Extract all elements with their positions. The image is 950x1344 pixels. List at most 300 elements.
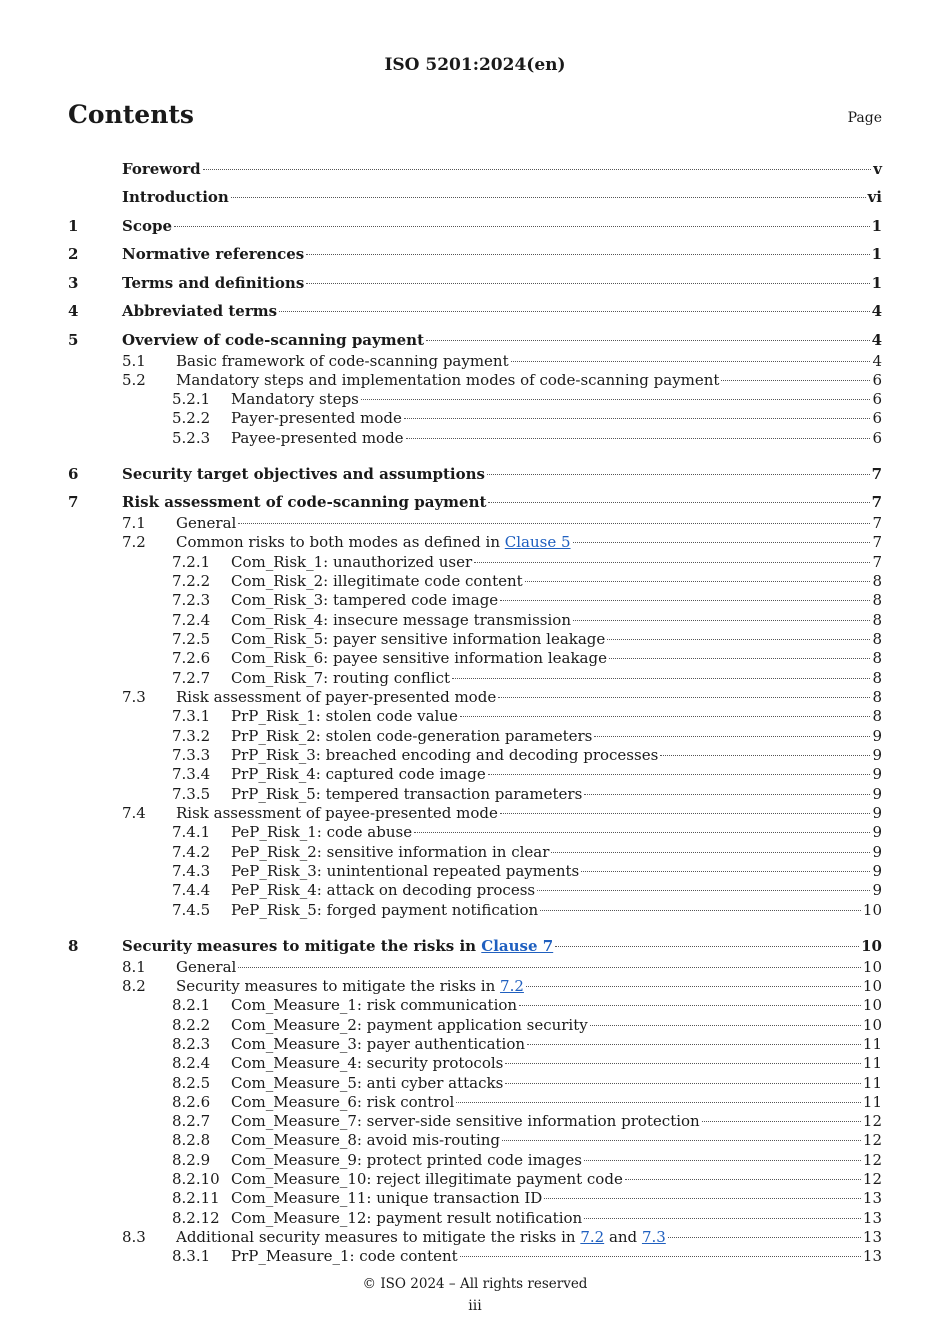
toc-entry-text: Basic framework of code-scanning payment bbox=[176, 351, 509, 370]
dot-leader bbox=[702, 1120, 861, 1122]
dot-leader bbox=[279, 310, 869, 312]
toc-entry-title bbox=[231, 996, 517, 1015]
toc-page-number: 12 bbox=[862, 1150, 882, 1169]
toc-entry-title bbox=[122, 490, 486, 514]
toc-entry[interactable] bbox=[68, 1093, 882, 1112]
toc-entry-title bbox=[231, 649, 607, 668]
toc-entry[interactable] bbox=[68, 1170, 882, 1189]
toc-entry-title bbox=[231, 843, 549, 862]
toc-entry-title bbox=[122, 242, 304, 266]
dot-leader bbox=[607, 638, 870, 640]
toc-entry-number: 7.2.3 bbox=[172, 591, 211, 610]
toc-entry[interactable] bbox=[68, 1131, 882, 1150]
toc-entry[interactable] bbox=[68, 1228, 882, 1247]
toc-entry[interactable] bbox=[68, 486, 882, 515]
toc-page-number: 7 bbox=[872, 533, 882, 552]
toc-entry-title bbox=[122, 462, 485, 486]
toc-entry-text: Security measures to mitigate the risks in bbox=[122, 936, 482, 955]
toc-entry[interactable] bbox=[68, 514, 882, 533]
toc-entry[interactable] bbox=[68, 901, 882, 920]
toc-entry-number: 8.2.5 bbox=[172, 1073, 211, 1092]
toc-entry[interactable] bbox=[68, 429, 882, 448]
toc-entry-number: 8.2.8 bbox=[172, 1131, 211, 1150]
toc-entry-number: 5.1 bbox=[122, 351, 146, 370]
toc-page-number: 8 bbox=[872, 630, 882, 649]
toc-page-number: 10 bbox=[862, 976, 882, 995]
toc-entry[interactable] bbox=[68, 1054, 882, 1073]
toc-entry[interactable] bbox=[68, 209, 882, 238]
toc-entry-text: Common risks to both modes as defined in bbox=[176, 533, 505, 552]
toc-entry-text: Scope bbox=[122, 216, 173, 235]
toc-entry-title bbox=[231, 630, 605, 649]
toc-entry[interactable] bbox=[68, 996, 882, 1015]
toc-entry-text: Com_Measure_6: risk control bbox=[231, 1092, 455, 1111]
toc-entry[interactable] bbox=[68, 266, 882, 295]
dot-leader bbox=[306, 253, 869, 255]
table-of-contents bbox=[68, 152, 882, 1267]
toc-entry-number: 7.3.1 bbox=[172, 707, 211, 726]
toc-entry-number: 7.4.2 bbox=[172, 842, 211, 861]
toc-page-number: 4 bbox=[871, 302, 882, 320]
toc-entry[interactable] bbox=[68, 746, 882, 765]
toc-entry-text: Com_Measure_2: payment application security bbox=[231, 1015, 588, 1034]
toc-entry-title bbox=[231, 1189, 542, 1208]
page-title: Contents bbox=[68, 100, 195, 129]
toc-entry-text: Risk assessment of payee-presented mode bbox=[176, 804, 498, 823]
toc-entry-title bbox=[231, 1112, 700, 1131]
toc-entry-title bbox=[231, 553, 472, 572]
toc-entry-text: Mandatory steps and implementation modes of code-scanning payment bbox=[176, 370, 720, 389]
toc-entry[interactable] bbox=[68, 977, 882, 996]
dot-leader bbox=[406, 437, 871, 439]
dot-leader bbox=[660, 754, 870, 756]
dot-leader bbox=[625, 1178, 861, 1180]
dot-leader bbox=[544, 1197, 861, 1199]
toc-entry-number: 8.2.6 bbox=[172, 1092, 211, 1111]
toc-entry-title bbox=[231, 1016, 588, 1035]
toc-page-number: 9 bbox=[872, 726, 882, 745]
toc-entry-title bbox=[231, 409, 402, 428]
toc-page-number: 8 bbox=[872, 572, 882, 591]
toc-page-number: 10 bbox=[862, 900, 882, 919]
toc-entry-title bbox=[176, 804, 498, 823]
toc-page-number: 1 bbox=[871, 216, 882, 235]
toc-entry-number: 3 bbox=[68, 273, 79, 292]
toc-page-number: 11 bbox=[862, 1073, 882, 1092]
toc-entry-text: Com_Risk_1: unauthorized user bbox=[231, 552, 473, 571]
toc-entry-text: PrP_Risk_2: stolen code-generation parameters bbox=[231, 726, 593, 745]
toc-entry-number: 8.2.11 bbox=[172, 1189, 220, 1208]
toc-entry-text: Com_Measure_5: anti cyber attacks bbox=[231, 1073, 504, 1092]
toc-entry-title bbox=[231, 1074, 503, 1093]
toc-entry-text: Com_Risk_7: routing conflict bbox=[231, 668, 451, 687]
dot-leader bbox=[460, 715, 871, 717]
dot-leader bbox=[502, 1139, 861, 1141]
toc-entry-number: 8.2.7 bbox=[172, 1112, 211, 1131]
toc-entry[interactable] bbox=[68, 1112, 882, 1131]
toc-entry-text: Risk assessment of code-scanning payment bbox=[122, 493, 487, 512]
toc-entry-title bbox=[231, 785, 582, 804]
toc-entry[interactable] bbox=[68, 1035, 882, 1054]
toc-page-number: 4 bbox=[871, 330, 882, 349]
dot-leader bbox=[414, 831, 870, 833]
dot-leader bbox=[525, 580, 871, 582]
toc-page-number: 9 bbox=[872, 784, 882, 803]
toc-entry-text: Overview of code-scanning payment bbox=[122, 330, 424, 349]
toc-entry-number: 7.4.4 bbox=[172, 881, 211, 900]
toc-entry-number: 2 bbox=[68, 245, 79, 263]
toc-entry-title bbox=[231, 881, 535, 900]
toc-entry-title bbox=[231, 727, 592, 746]
toc-entry[interactable] bbox=[68, 804, 882, 823]
toc-entry-text: Com_Measure_9: protect printed code images bbox=[231, 1150, 582, 1169]
toc-entry-text: Com_Risk_6: payee sensitive information leakage bbox=[231, 649, 607, 668]
toc-entry[interactable] bbox=[68, 1209, 882, 1228]
toc-entry-title bbox=[122, 157, 201, 181]
toc-page-number: 6 bbox=[872, 428, 882, 447]
toc-entry[interactable] bbox=[68, 181, 882, 210]
toc-entry[interactable] bbox=[68, 1189, 882, 1208]
toc-page-number: 11 bbox=[862, 1034, 882, 1053]
toc-entry-text: PeP_Risk_4: attack on decoding process bbox=[231, 881, 536, 900]
toc-entry[interactable] bbox=[68, 152, 882, 181]
toc-entry-title bbox=[231, 669, 450, 688]
toc-entry-text: Payer-presented mode bbox=[231, 409, 402, 428]
toc-entry[interactable] bbox=[68, 1247, 882, 1266]
toc-page-number: 10 bbox=[862, 1015, 882, 1034]
toc-entry-text: Com_Measure_11: unique transaction ID bbox=[231, 1189, 543, 1208]
toc-entry-title bbox=[231, 390, 359, 409]
dot-leader bbox=[238, 522, 870, 524]
dot-leader bbox=[500, 812, 871, 814]
toc-entry-title bbox=[231, 572, 523, 591]
toc-entry-title bbox=[231, 1209, 582, 1228]
dot-leader bbox=[573, 619, 870, 621]
dot-leader bbox=[203, 168, 872, 170]
dot-leader bbox=[426, 339, 870, 341]
toc-entry-title bbox=[122, 214, 172, 238]
toc-entry-number: 5.2 bbox=[122, 370, 146, 389]
toc-entry-number: 4 bbox=[68, 302, 79, 320]
toc-entry-number: 8 bbox=[68, 936, 79, 955]
toc-page-number: 9 bbox=[872, 862, 882, 881]
dot-leader bbox=[581, 870, 870, 872]
toc-entry[interactable] bbox=[68, 371, 882, 390]
toc-page-number: 4 bbox=[872, 351, 882, 370]
toc-entry-number: 7.4 bbox=[122, 804, 146, 823]
toc-entry-title bbox=[176, 977, 524, 996]
toc-page-number: 6 bbox=[872, 390, 882, 409]
page-number: iii bbox=[468, 1298, 482, 1314]
toc-page-number: 13 bbox=[862, 1208, 882, 1227]
toc-entry-number: 7.3.5 bbox=[172, 784, 211, 803]
toc-page-number: 7 bbox=[872, 514, 882, 533]
toc-entry[interactable] bbox=[68, 929, 882, 958]
toc-page-number: 12 bbox=[862, 1112, 882, 1131]
toc-entry-number: 5 bbox=[68, 330, 79, 349]
toc-page-number: 8 bbox=[872, 591, 882, 610]
toc-entry[interactable] bbox=[68, 649, 882, 668]
toc-entry-title bbox=[176, 514, 236, 533]
dot-leader bbox=[721, 379, 870, 381]
toc-entry-title bbox=[231, 1054, 503, 1073]
toc-page-number: 8 bbox=[872, 610, 882, 629]
toc-page-number: 8 bbox=[872, 649, 882, 668]
dot-leader bbox=[555, 945, 859, 947]
toc-entry-text: PrP_Risk_3: breached encoding and decoding processes bbox=[231, 746, 659, 765]
toc-entry-text: PeP_Risk_3: unintentional repeated payments bbox=[231, 862, 580, 881]
toc-page-number: 13 bbox=[862, 1228, 882, 1247]
toc-entry-number: 1 bbox=[68, 216, 79, 235]
dot-leader bbox=[500, 599, 870, 601]
toc-entry-title bbox=[231, 611, 571, 630]
toc-entry-title bbox=[231, 1093, 454, 1112]
toc-entry-number: 8.2.10 bbox=[172, 1170, 220, 1189]
toc-entry[interactable] bbox=[68, 669, 882, 688]
toc-entry-text: Com_Measure_4: security protocols bbox=[231, 1054, 504, 1073]
toc-entry-text: Com_Measure_12: payment result notification bbox=[231, 1208, 583, 1227]
dot-leader bbox=[452, 677, 870, 679]
toc-entry[interactable] bbox=[68, 785, 882, 804]
cross-reference-link[interactable]: 7.2 bbox=[580, 1228, 605, 1247]
toc-entry[interactable] bbox=[68, 843, 882, 862]
toc-entry-number: 8.1 bbox=[122, 957, 146, 976]
toc-entry-title bbox=[231, 1131, 500, 1150]
toc-entry-title bbox=[231, 862, 579, 881]
toc-page-number: 7 bbox=[872, 552, 882, 571]
toc-entry-text: Foreword bbox=[122, 159, 201, 178]
toc-entry-number: 7 bbox=[68, 493, 79, 512]
toc-page-number: 8 bbox=[872, 707, 882, 726]
toc-entry-text: Payee-presented mode bbox=[231, 428, 404, 447]
toc-entry-number: 7.4.5 bbox=[172, 900, 211, 919]
toc-entry-title bbox=[176, 1228, 666, 1247]
toc-entry-title bbox=[231, 707, 458, 726]
toc-page-number: 9 bbox=[872, 765, 882, 784]
toc-entry-text: PeP_Risk_2: sensitive information in clear bbox=[231, 842, 550, 861]
dot-leader bbox=[551, 851, 870, 853]
toc-entry-number: 7.1 bbox=[122, 514, 146, 533]
toc-entry-number: 7.3.2 bbox=[172, 726, 211, 745]
toc-entry-text: PrP_Risk_4: captured code image bbox=[231, 765, 486, 784]
toc-entry-text: Normative references bbox=[122, 245, 305, 263]
toc-entry[interactable] bbox=[68, 457, 882, 486]
page-column-label: Page bbox=[847, 110, 882, 126]
toc-entry[interactable] bbox=[68, 591, 882, 610]
toc-entry[interactable] bbox=[68, 238, 882, 267]
toc-entry-number: 7.2.1 bbox=[172, 552, 211, 571]
toc-entry[interactable] bbox=[68, 352, 882, 371]
toc-entry-text: Abbreviated terms bbox=[122, 302, 278, 320]
toc-entry-text: Security target objectives and assumptions bbox=[122, 464, 485, 483]
dot-leader bbox=[584, 1159, 861, 1161]
cross-reference-link[interactable]: Clause 7 bbox=[481, 936, 554, 955]
toc-entry[interactable] bbox=[68, 823, 882, 842]
toc-entry-title bbox=[176, 688, 496, 707]
toc-entry-title bbox=[122, 328, 424, 352]
document-header: ISO 5201:2024(en) bbox=[384, 55, 566, 75]
toc-entry-text: Com_Measure_7: server-side sensitive information protection bbox=[231, 1112, 700, 1131]
dot-leader bbox=[474, 561, 870, 563]
toc-entry[interactable] bbox=[68, 727, 882, 746]
toc-entry-title bbox=[231, 823, 412, 842]
dot-leader bbox=[526, 985, 861, 987]
toc-entry[interactable] bbox=[68, 295, 882, 324]
dot-leader bbox=[573, 541, 871, 543]
toc-entry-title bbox=[176, 352, 509, 371]
toc-entry-text: Com_Risk_5: payer sensitive information leakage bbox=[231, 630, 606, 649]
toc-entry-title bbox=[231, 1035, 525, 1054]
toc-page-number: 10 bbox=[862, 957, 882, 976]
copyright-notice: © ISO 2024 – All rights reserved bbox=[362, 1276, 588, 1292]
cross-reference-link[interactable]: Clause 5 bbox=[504, 533, 571, 552]
dot-leader bbox=[361, 398, 871, 400]
toc-page-number: 9 bbox=[872, 804, 882, 823]
toc-page-number: 9 bbox=[872, 842, 882, 861]
toc-page-number: 6 bbox=[872, 370, 882, 389]
toc-entry-title bbox=[122, 271, 304, 295]
toc-entry[interactable] bbox=[68, 611, 882, 630]
toc-entry-title bbox=[231, 1170, 623, 1189]
toc-page-number: 11 bbox=[862, 1054, 882, 1073]
toc-entry-text: Mandatory steps bbox=[231, 390, 359, 409]
toc-entry[interactable] bbox=[68, 553, 882, 572]
toc-entry[interactable] bbox=[68, 409, 882, 428]
toc-entry-number: 5.2.1 bbox=[172, 390, 211, 409]
toc-entry-number: 7.2.6 bbox=[172, 649, 211, 668]
dot-leader bbox=[498, 696, 870, 698]
dot-leader bbox=[404, 417, 871, 419]
toc-entry-number: 7.2.5 bbox=[172, 630, 211, 649]
dot-leader bbox=[609, 657, 870, 659]
toc-entry[interactable] bbox=[68, 881, 882, 900]
dot-leader bbox=[231, 196, 866, 198]
toc-entry-text: Com_Measure_8: avoid mis-routing bbox=[231, 1131, 501, 1150]
toc-entry-number: 8.2.12 bbox=[172, 1208, 220, 1227]
toc-page-number: 6 bbox=[872, 409, 882, 428]
toc-entry[interactable] bbox=[68, 1151, 882, 1170]
toc-entry[interactable] bbox=[68, 1016, 882, 1035]
toc-entry-text: PrP_Measure_1: code content bbox=[231, 1247, 458, 1266]
toc-entry-title bbox=[231, 591, 498, 610]
toc-page-number: vi bbox=[867, 188, 882, 206]
toc-entry-text: Introduction bbox=[122, 188, 229, 206]
toc-entry[interactable] bbox=[68, 323, 882, 352]
dot-leader bbox=[238, 966, 861, 968]
dot-leader bbox=[590, 1024, 861, 1026]
toc-page-number: v bbox=[873, 159, 882, 178]
toc-entry[interactable] bbox=[68, 862, 882, 881]
toc-entry-number: 7.4.3 bbox=[172, 862, 211, 881]
toc-page-number: 1 bbox=[871, 245, 882, 263]
dot-leader bbox=[527, 1043, 861, 1045]
toc-entry-number: 6 bbox=[68, 464, 79, 483]
toc-entry-number: 8.2.3 bbox=[172, 1034, 211, 1053]
toc-page-number: 8 bbox=[872, 688, 882, 707]
toc-entry-number: 8.2.4 bbox=[172, 1054, 211, 1073]
toc-page-number: 1 bbox=[871, 273, 882, 292]
toc-entry[interactable] bbox=[68, 707, 882, 726]
dot-leader bbox=[584, 1217, 861, 1219]
toc-entry-title bbox=[176, 371, 719, 390]
toc-entry-number: 5.2.3 bbox=[172, 428, 211, 447]
toc-entry[interactable] bbox=[68, 688, 882, 707]
toc-entry-number: 7.2.7 bbox=[172, 668, 211, 687]
toc-entry[interactable] bbox=[68, 765, 882, 784]
cross-reference-link[interactable]: 7.2 bbox=[500, 976, 524, 995]
toc-entry[interactable] bbox=[68, 572, 882, 591]
toc-entry-title bbox=[122, 934, 553, 958]
toc-entry-number: 7.3 bbox=[122, 688, 146, 707]
dot-leader bbox=[505, 1082, 861, 1084]
dot-leader bbox=[488, 773, 871, 775]
toc-entry-number: 8.3 bbox=[122, 1228, 146, 1247]
dot-leader bbox=[537, 889, 870, 891]
toc-entry-title bbox=[231, 429, 404, 448]
dot-leader bbox=[519, 1004, 861, 1006]
dot-leader bbox=[487, 473, 870, 475]
toc-entry-title bbox=[176, 958, 236, 977]
toc-entry-title bbox=[231, 746, 658, 765]
toc-entry-text: PrP_Risk_1: stolen code value bbox=[231, 707, 458, 726]
cross-reference-link[interactable]: 7.3 bbox=[641, 1228, 666, 1247]
toc-page-number: 7 bbox=[871, 493, 882, 512]
toc-entry-text: General bbox=[176, 514, 237, 533]
toc-page-number: 10 bbox=[862, 996, 882, 1015]
toc-entry-text: Com_Risk_2: illegitimate code content bbox=[231, 572, 523, 591]
toc-page-number: 11 bbox=[862, 1092, 882, 1111]
toc-entry[interactable] bbox=[68, 630, 882, 649]
toc-entry-title bbox=[231, 901, 538, 920]
toc-entry-number: 7.4.1 bbox=[172, 823, 211, 842]
dot-leader bbox=[456, 1101, 861, 1103]
toc-entry[interactable] bbox=[68, 533, 882, 552]
toc-entry-number: 7.3.3 bbox=[172, 746, 211, 765]
toc-entry-text: Com_Measure_10: reject illegitimate payment code bbox=[231, 1170, 623, 1189]
toc-entry-text: and bbox=[604, 1228, 642, 1247]
toc-entry-title bbox=[231, 1151, 582, 1170]
toc-entry-title bbox=[122, 299, 277, 323]
toc-page-number: 12 bbox=[862, 1131, 882, 1150]
toc-entry-number: 8.2.9 bbox=[172, 1150, 211, 1169]
toc-entry-title bbox=[122, 185, 229, 209]
toc-entry-text: Com_Measure_3: payer authentication bbox=[231, 1034, 526, 1053]
toc-entry-title bbox=[231, 1247, 458, 1266]
toc-entry-title bbox=[231, 765, 486, 784]
toc-page-number: 8 bbox=[872, 668, 882, 687]
toc-entry-text: Terms and definitions bbox=[122, 273, 305, 292]
dot-leader bbox=[668, 1236, 861, 1238]
toc-entry-number: 8.2 bbox=[122, 976, 146, 995]
toc-entry-text: PeP_Risk_1: code abuse bbox=[231, 823, 413, 842]
toc-page-number: 7 bbox=[871, 464, 882, 483]
dot-leader bbox=[488, 501, 869, 503]
toc-entry-number: 7.3.4 bbox=[172, 765, 211, 784]
toc-entry-title bbox=[176, 533, 571, 552]
dot-leader bbox=[505, 1062, 861, 1064]
toc-entry-text: Risk assessment of payer-presented mode bbox=[176, 688, 497, 707]
toc-entry-text: PrP_Risk_5: tempered transaction parameters bbox=[231, 784, 583, 803]
toc-page-number: 12 bbox=[862, 1170, 882, 1189]
toc-entry[interactable] bbox=[68, 958, 882, 977]
toc-entry[interactable] bbox=[68, 390, 882, 409]
toc-entry[interactable] bbox=[68, 1074, 882, 1093]
toc-entry-text: PeP_Risk_5: forged payment notification bbox=[231, 900, 539, 919]
toc-entry-number: 8.3.1 bbox=[172, 1247, 211, 1266]
toc-entry-number: 7.2 bbox=[122, 533, 146, 552]
toc-entry-number: 5.2.2 bbox=[172, 409, 211, 428]
dot-leader bbox=[540, 909, 861, 911]
